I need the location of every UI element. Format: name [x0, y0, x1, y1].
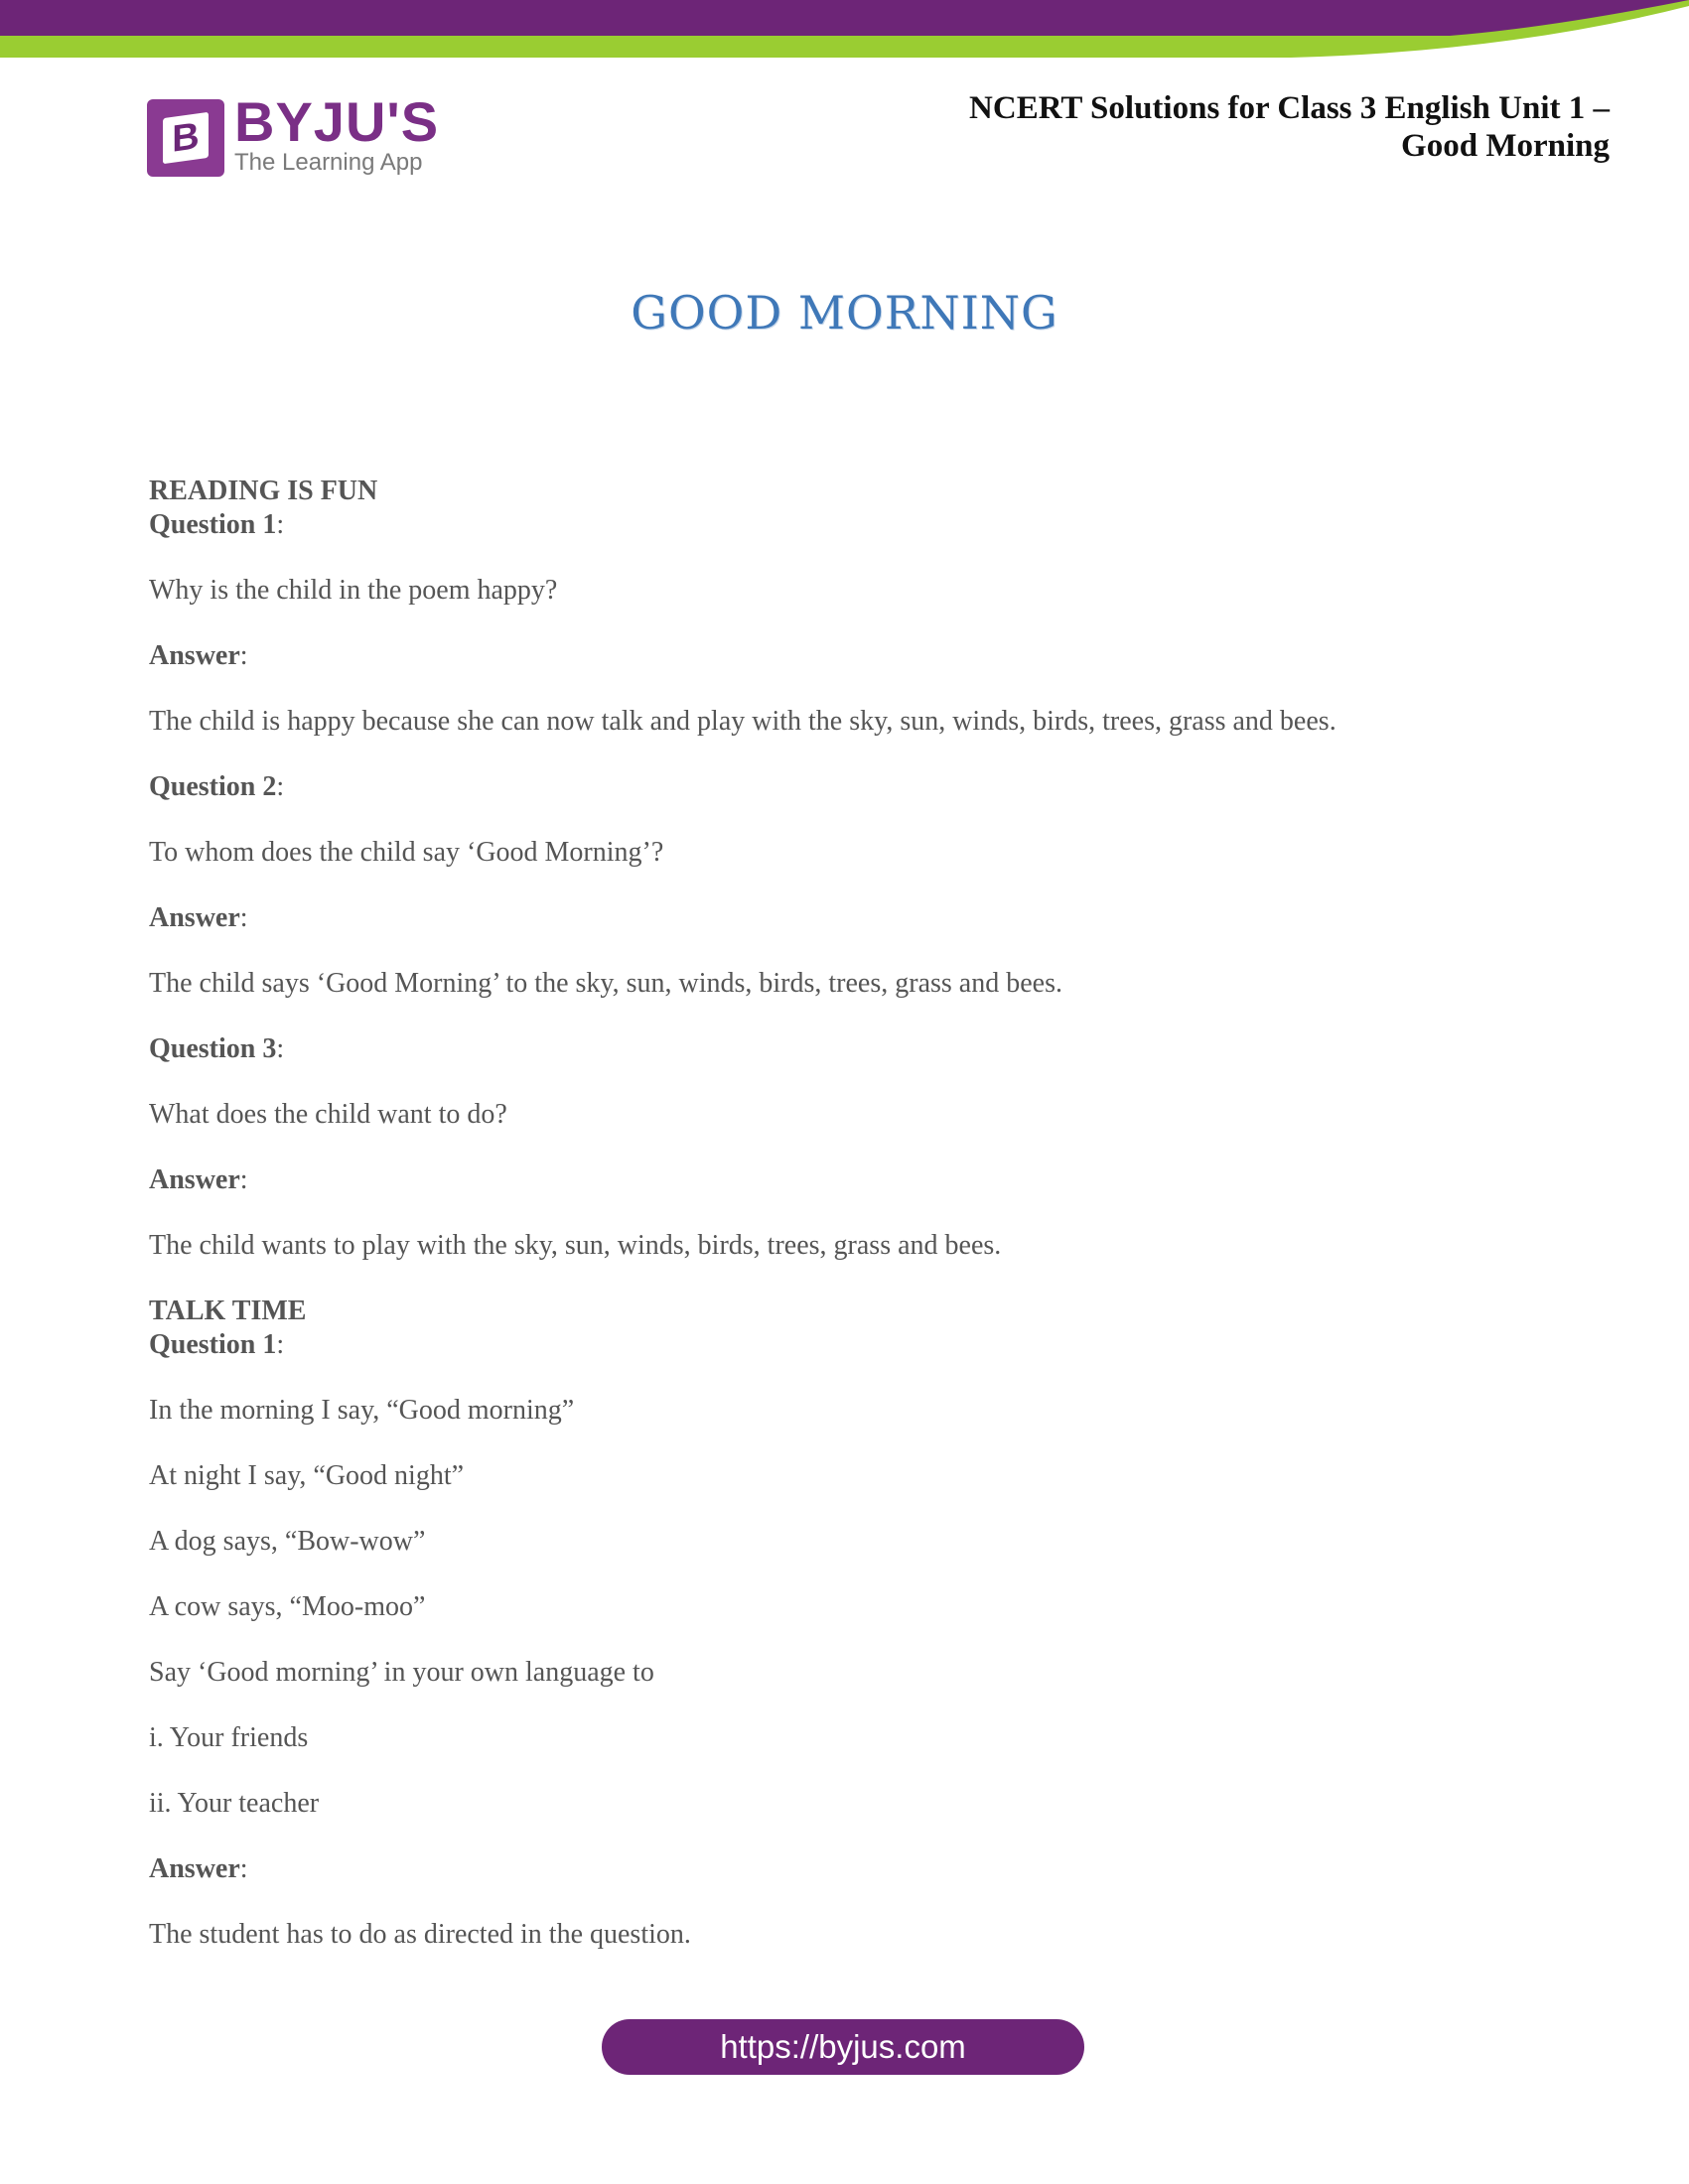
brand-name: BYJU'S	[234, 90, 440, 153]
header-title-line-2: Good Morning	[1401, 128, 1610, 164]
question-1-label: Question 1	[149, 509, 277, 540]
list-item: ii. Your teacher	[149, 1788, 320, 1819]
answer-2-label: Answer	[149, 902, 240, 933]
answer-label: Answer:	[149, 1853, 248, 1884]
brand-tagline: The Learning App	[234, 149, 423, 176]
list-item: At night I say, “Good night”	[149, 1460, 465, 1491]
answer-label: Answer:	[149, 640, 248, 671]
answer-3-label: Answer	[149, 1164, 240, 1195]
list-item: Say ‘Good morning’ in your own language to	[149, 1657, 654, 1688]
question-label: Question 3:	[149, 1033, 285, 1064]
answer-label: Answer:	[149, 902, 248, 933]
page-title: GOOD MORNING	[631, 286, 1058, 340]
list-item: A cow says, “Moo-moo”	[149, 1591, 426, 1622]
answer-text: The child says ‘Good Morning’ to the sky, sun, winds, birds, trees, grass and bees.	[149, 968, 1062, 999]
question-text: To whom does the child say ‘Good Morning’?	[149, 837, 664, 868]
question-text: Why is the child in the poem happy?	[149, 575, 558, 606]
answer-label: Answer:	[149, 1164, 248, 1195]
talk-question-1-label: Question 1	[149, 1329, 277, 1360]
section-heading-talk: TALK TIME	[149, 1296, 307, 1326]
logo-letter: B	[172, 115, 200, 161]
question-2-label: Question 2	[149, 771, 277, 802]
footer-url-link[interactable]: https://byjus.com	[602, 2019, 1084, 2075]
question-label: Question 1:	[149, 1329, 285, 1360]
list-item: i. Your friends	[149, 1722, 309, 1753]
answer-text: The child is happy because she can now talk and play with the sky, sun, winds, birds, trees, grass and bees.	[149, 706, 1337, 737]
question-label: Question 2:	[149, 771, 285, 802]
document-header-title	[875, 89, 1610, 165]
header-title-line-1: NCERT Solutions for Class 3 English Unit 1 –	[969, 90, 1610, 126]
answer-text: The child wants to play with the sky, sun, winds, birds, trees, grass and bees.	[149, 1230, 1002, 1261]
list-item: A dog says, “Bow-wow”	[149, 1526, 426, 1557]
section-heading-reading: READING IS FUN	[149, 476, 378, 506]
list-item: In the morning I say, “Good morning”	[149, 1395, 575, 1426]
question-text: What does the child want to do?	[149, 1099, 507, 1130]
question-label: Question 1:	[149, 509, 285, 540]
byjus-logo-mark	[147, 99, 224, 177]
answer-1-label: Answer	[149, 640, 240, 671]
question-3-label: Question 3	[149, 1033, 277, 1064]
header-color-bands	[0, 0, 1689, 64]
answer-text: The student has to do as directed in the question.	[149, 1919, 691, 1950]
document-body	[149, 475, 1559, 1952]
talk-answer-label: Answer	[149, 1853, 240, 1884]
byjus-logo	[147, 90, 445, 185]
